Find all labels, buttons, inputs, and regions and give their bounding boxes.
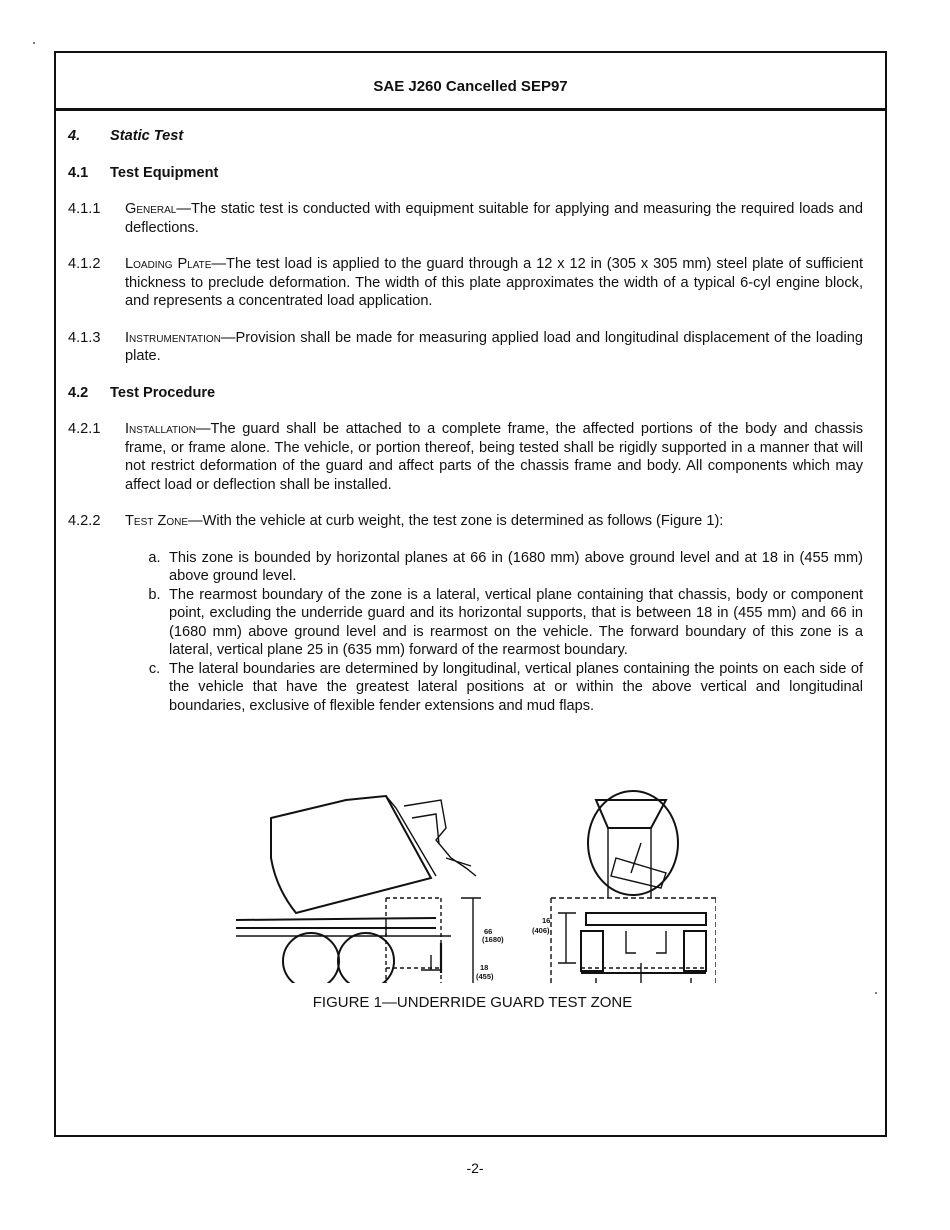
subsection-title: Test Equipment (110, 164, 219, 181)
page-number: -2- (466, 1160, 484, 1176)
list-marker: b. (148, 586, 161, 603)
header-title: SAE J260 Cancelled SEP97 (373, 78, 568, 95)
paragraph-body: —The guard shall be attached to a complete frame, the affected portions of the body and chassis frame, or frame alone. The vehicle, or portion thereof, being tested shall be rigidly supported in a manner that will not restrict deformation of the guard and affect parts of the chassis frame and body. All components which may affect load or deflection shall be installed. (125, 421, 863, 493)
dim-66-mm: (1680) (482, 935, 504, 944)
mixer-truck-rear-view (536, 791, 716, 983)
list-marker: c. (148, 660, 161, 677)
test-zone-list (140, 549, 863, 716)
paragraph-text (125, 255, 863, 311)
scan-speck (33, 42, 35, 44)
subsection-heading-4-2 (68, 384, 863, 403)
paragraph-number: 4.1.3 (68, 329, 101, 346)
paragraph-lead: Loading Plate (125, 256, 212, 272)
list-item-text: The lateral boundaries are determined by longitudinal, vertical planes containing the points on each side of the vehicle that have the greatest lateral positions at or within the above vertical and longitudinal boundaries, exclusive of flexible fender extensions and mud flaps. (169, 660, 863, 714)
paragraph-body: —The test load is applied to the guard through a 12 x 12 in (305 x 305 mm) steel plate of sufficient thickness to preclude deformation. The width of this plate approximates the width of a typical 6-cyl engine block, and represents a concentrated load application. (125, 256, 863, 309)
dim-18: 18 (480, 963, 489, 972)
dim-18-mm: (455) (476, 972, 494, 981)
section-number: 4. (68, 128, 81, 144)
list-item-text: This zone is bounded by horizontal planes at 66 in (1680 mm) above ground level and at 18 in (455 mm) above ground level. (169, 549, 863, 584)
subsection-number: 4.2 (68, 384, 89, 401)
figure-caption: FIGURE 1—UNDERRIDE GUARD TEST ZONE (312, 994, 633, 1011)
paragraph-text (125, 420, 863, 494)
subsection-heading-4-1 (68, 164, 863, 183)
paragraph-body: —Provision shall be made for measuring applied load and longitudinal displacement of the loading plate. (125, 329, 863, 364)
paragraph-text (125, 200, 863, 237)
list-item (140, 586, 863, 660)
page-header (56, 53, 885, 111)
section-title: Static Test (110, 128, 184, 144)
paragraph-lead: Installation (125, 421, 196, 437)
paragraph-number: 4.2.1 (68, 421, 101, 437)
document-body (56, 111, 885, 715)
paragraph-4-1-1 (68, 200, 863, 237)
underride-guard-figure (236, 748, 716, 983)
list-item-text: The rearmost boundary of the zone is a lateral, vertical plane containing that chassis, body or component point, excluding the underride guard and its horizontal supports, that is between 18 in (455 mm) and 66 in (1680 mm) above ground level and is rearmost on the vehicle. The forward boundary of this zone is a lateral, vertical plane 25 in (635 mm) forward of the rearmost boundary. (169, 586, 863, 658)
scan-speck (875, 992, 877, 994)
subsection-title: Test Procedure (110, 384, 216, 401)
list-item (140, 660, 863, 716)
paragraph-lead: Instrumentation (125, 329, 221, 346)
list-marker: a. (148, 549, 161, 566)
mixer-truck-side-view (236, 796, 491, 983)
page-frame (54, 51, 887, 1137)
dim-16: 16 (542, 916, 551, 925)
paragraph-lead: Test Zone (125, 513, 189, 529)
list-item (140, 549, 863, 586)
paragraph-4-2-2 (68, 512, 863, 531)
dim-66: 66 (484, 927, 493, 936)
paragraph-text (125, 329, 863, 366)
paragraph-number: 4.1.1 (68, 201, 101, 217)
subsection-number: 4.1 (68, 164, 89, 181)
paragraph-lead: General (125, 201, 177, 217)
paragraph-number: 4.2.2 (68, 513, 101, 529)
section-heading (68, 127, 863, 146)
paragraph-number: 4.1.2 (68, 256, 101, 272)
paragraph-text (125, 512, 863, 531)
paragraph-4-2-1 (68, 420, 863, 494)
dim-16-mm: (406) (532, 926, 550, 935)
paragraph-body: —The static test is conducted with equipment suitable for applying and measuring the required loads and deflections. (125, 201, 863, 236)
paragraph-body: —With the vehicle at curb weight, the test zone is determined as follows (Figure 1): (188, 513, 724, 529)
paragraph-4-1-2 (68, 255, 863, 311)
paragraph-4-1-3 (68, 329, 863, 366)
